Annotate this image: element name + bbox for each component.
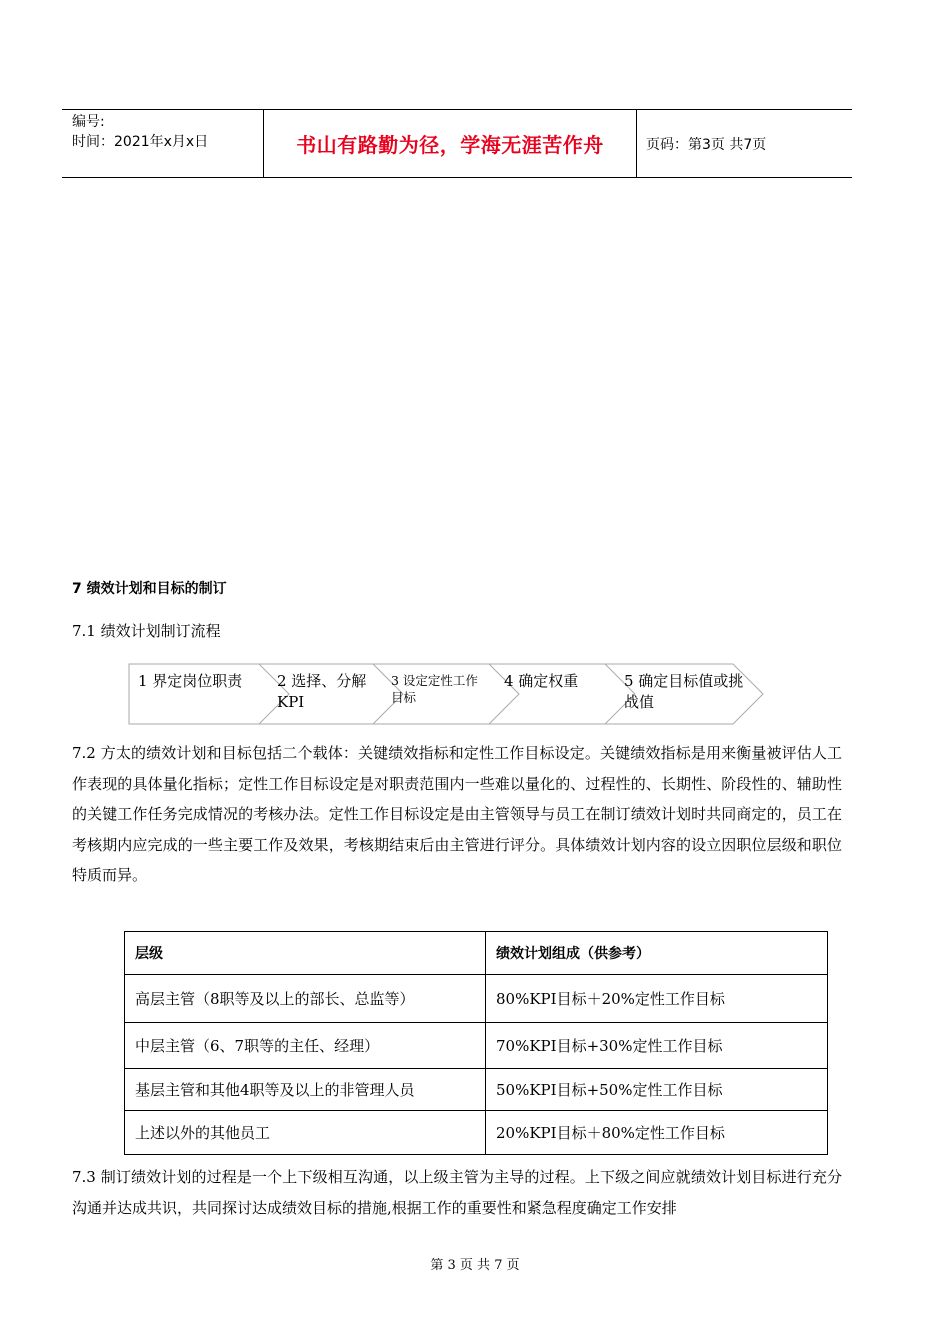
table-cell-level: 上述以外的其他员工	[125, 1111, 486, 1155]
table-cell-composition: 70%KPI目标+30%定性工作目标	[486, 1023, 828, 1069]
plan-table	[124, 931, 828, 1155]
page-footer: 第 3 页 共 7 页	[430, 1258, 520, 1273]
table-row	[125, 1023, 828, 1069]
header-page-info: 页码：第3页 共7页	[646, 137, 767, 153]
flow-step-1: 1 界定岗位职责	[138, 672, 243, 690]
section-heading: 7 绩效计划和目标的制订	[72, 581, 227, 597]
table-cell-level: 基层主管和其他4职等及以上的非管理人员	[125, 1069, 486, 1111]
table-header-composition: 绩效计划组成（供参考）	[486, 932, 828, 975]
table-cell-composition: 50%KPI目标+50%定性工作目标	[486, 1069, 828, 1111]
header-motto: 书山有路勤为径，学海无涯苦作舟	[296, 133, 604, 157]
table-row	[125, 1069, 828, 1111]
flow-step-4: 4 确定权重	[504, 672, 579, 690]
table-row	[125, 975, 828, 1023]
table-row	[125, 1111, 828, 1155]
table-cell-level: 中层主管（6、7职等的主任、经理）	[125, 1023, 486, 1069]
flow-step-2: 2 选择、分解 KPI	[277, 672, 367, 711]
flow-step-5: 5 确定目标值或挑 战值	[624, 672, 744, 711]
header-divider-right	[636, 110, 637, 177]
table-cell-level: 高层主管（8职等及以上的部长、总监等）	[125, 975, 486, 1023]
time-label: 时间：2021年x月x日	[72, 134, 209, 150]
serial-label: 编号:	[72, 114, 105, 130]
table-cell-composition: 80%KPI目标＋20%定性工作目标	[486, 975, 828, 1023]
table-cell-composition: 20%KPI目标＋80%定性工作目标	[486, 1111, 828, 1155]
table-header-row	[125, 932, 828, 975]
process-flow	[128, 663, 768, 725]
header-bottom-rule	[62, 177, 852, 178]
header-meta	[72, 112, 208, 152]
paragraph-7-2: 7.2 方太的绩效计划和目标包括二个载体：关键绩效指标和定性工作目标设定。关键绩效指标是用来衡量被评估人工作表现的具体量化指标；定性工作目标设定是对职责范围内一些难以量化的、过程性的、长期性、阶段性的、辅助性的关键工作任务完成情况的考核办法。定性工作目标设定是由主管领导与员工在制订绩效计划时共同商定的，员工在考核期内应完成的一些主要工作及效果，考核期结束后由主管进行评分。具体绩效计划内容的设立因职位层级和职位特质而异。	[72, 744, 842, 884]
table-header-level: 层级	[125, 932, 486, 975]
paragraph-7-3: 7.3 制订绩效计划的过程是一个上下级相互沟通，以上级主管为主导的过程。上下级之间应就绩效计划目标进行充分沟通并达成共识，共同探讨达成绩效目标的措施,根据工作的重要性和紧急程度确定工作安排	[72, 1168, 842, 1217]
subsection-7-1: 7.1 绩效计划制订流程	[72, 622, 221, 640]
flow-step-3: 3 设定定性工作 目标	[391, 673, 478, 705]
